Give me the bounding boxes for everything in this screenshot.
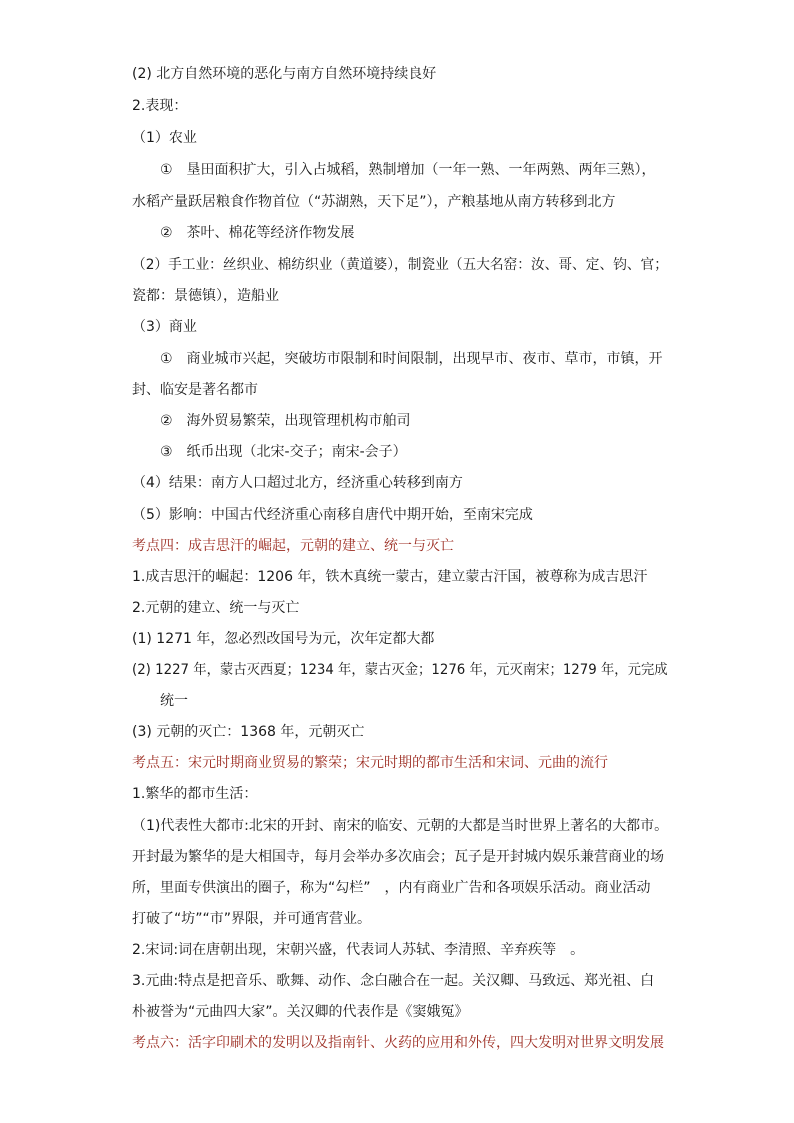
text-line: 所，里面专供演出的圈子，称为“勾栏” ，内有商业广告和各项娱乐活动。商业活动 (132, 880, 651, 896)
text-line: 2.元朝的建立、统一与灭亡 (132, 600, 300, 616)
text-line: 2.表现： (132, 98, 188, 114)
text-line: 水稻产量跃居粮食作物首位（“苏湖熟，天下足”），产粮基地从南方转移到北方 (132, 194, 616, 210)
section-heading: 考点六：活字印刷术的发明以及指南针、火药的应用和外传，四大发明对世界文明发展 (132, 1035, 664, 1051)
text-line: 瓷都：景德镇），造船业 (132, 288, 279, 304)
text-line: 朴被誉为“元曲四大家”。关汉卿的代表作是《窦娥冤》 (132, 1004, 469, 1020)
text-line: （2）手工业：丝织业、棉纺织业（黄道婆），制瓷业（五大名窑：汝、哥、定、钧、官； (132, 257, 668, 273)
text-line: ② 海外贸易繁荣，出现管理机构市舶司 (160, 413, 411, 429)
text-line: 封、临安是著名都市 (132, 382, 258, 398)
text-line: 统一 (160, 693, 188, 709)
text-line: 3.元曲:特点是把音乐、歌舞、动作、念白融合在一起。关汉卿、马致远、郑光祖、白 (132, 973, 655, 989)
text-line: ① 垦田面积扩大，引入占城稻，熟制增加（一年一熟、一年两熟、两年三熟）， (160, 162, 656, 178)
text-line: (3) 元朝的灭亡：1368 年，元朝灭亡 (132, 724, 365, 740)
text-line: ① 商业城市兴起，突破坊市限制和时间限制，出现早市、夜市、草市，市镇，开 (160, 351, 663, 367)
text-line: （1）农业 (132, 130, 197, 146)
text-line: 1.成吉思汗的崛起：1206 年，铁木真统一蒙古，建立蒙古汗国，被尊称为成吉思汗 (132, 569, 648, 585)
text-line: ② 茶叶、棉花等经济作物发展 (160, 225, 355, 241)
text-line: （3）商业 (132, 319, 197, 335)
text-line: （1)代表性大都市:北宋的开封、南宋的临安、元朝的大都是当时世界上著名的大都市。 (132, 818, 669, 834)
section-heading: 考点五：宋元时期商业贸易的繁荣；宋元时期的都市生活和宋词、元曲的流行 (132, 755, 608, 771)
text-line: 开封最为繁华的是大相国寺，每月会举办多次庙会；瓦子是开封城内娱乐兼营商业的场 (132, 849, 664, 865)
text-line: 2.宋词:词在唐朝出现，宋朝兴盛，代表词人苏轼、李清照、辛弃疾等 。 (132, 942, 585, 958)
text-line: (1) 1271 年，忽必烈改国号为元，次年定都大都 (132, 631, 435, 647)
text-line: 打破了“坊”“市”界限，并可通宵营业。 (132, 911, 372, 927)
text-line: （4）结果：南方人口超过北方，经济重心转移到南方 (132, 475, 463, 491)
section-heading: 考点四：成吉思汗的崛起，元朝的建立、统一与灭亡 (132, 538, 454, 554)
text-line: 1.繁华的都市生活： (132, 786, 258, 802)
text-line: ③ 纸币出现（北宋-交子；南宋-会子） (160, 444, 407, 460)
text-line: (2) 1227 年，蒙古灭西夏；1234 年，蒙古灭金；1276 年，元灭南宋；1279 年，元完成 (132, 662, 668, 678)
text-line: (2) 北方自然环境的恶化与南方自然环境持续良好 (132, 66, 437, 82)
text-line: （5）影响：中国古代经济重心南移自唐代中期开始，至南宋完成 (132, 507, 533, 523)
